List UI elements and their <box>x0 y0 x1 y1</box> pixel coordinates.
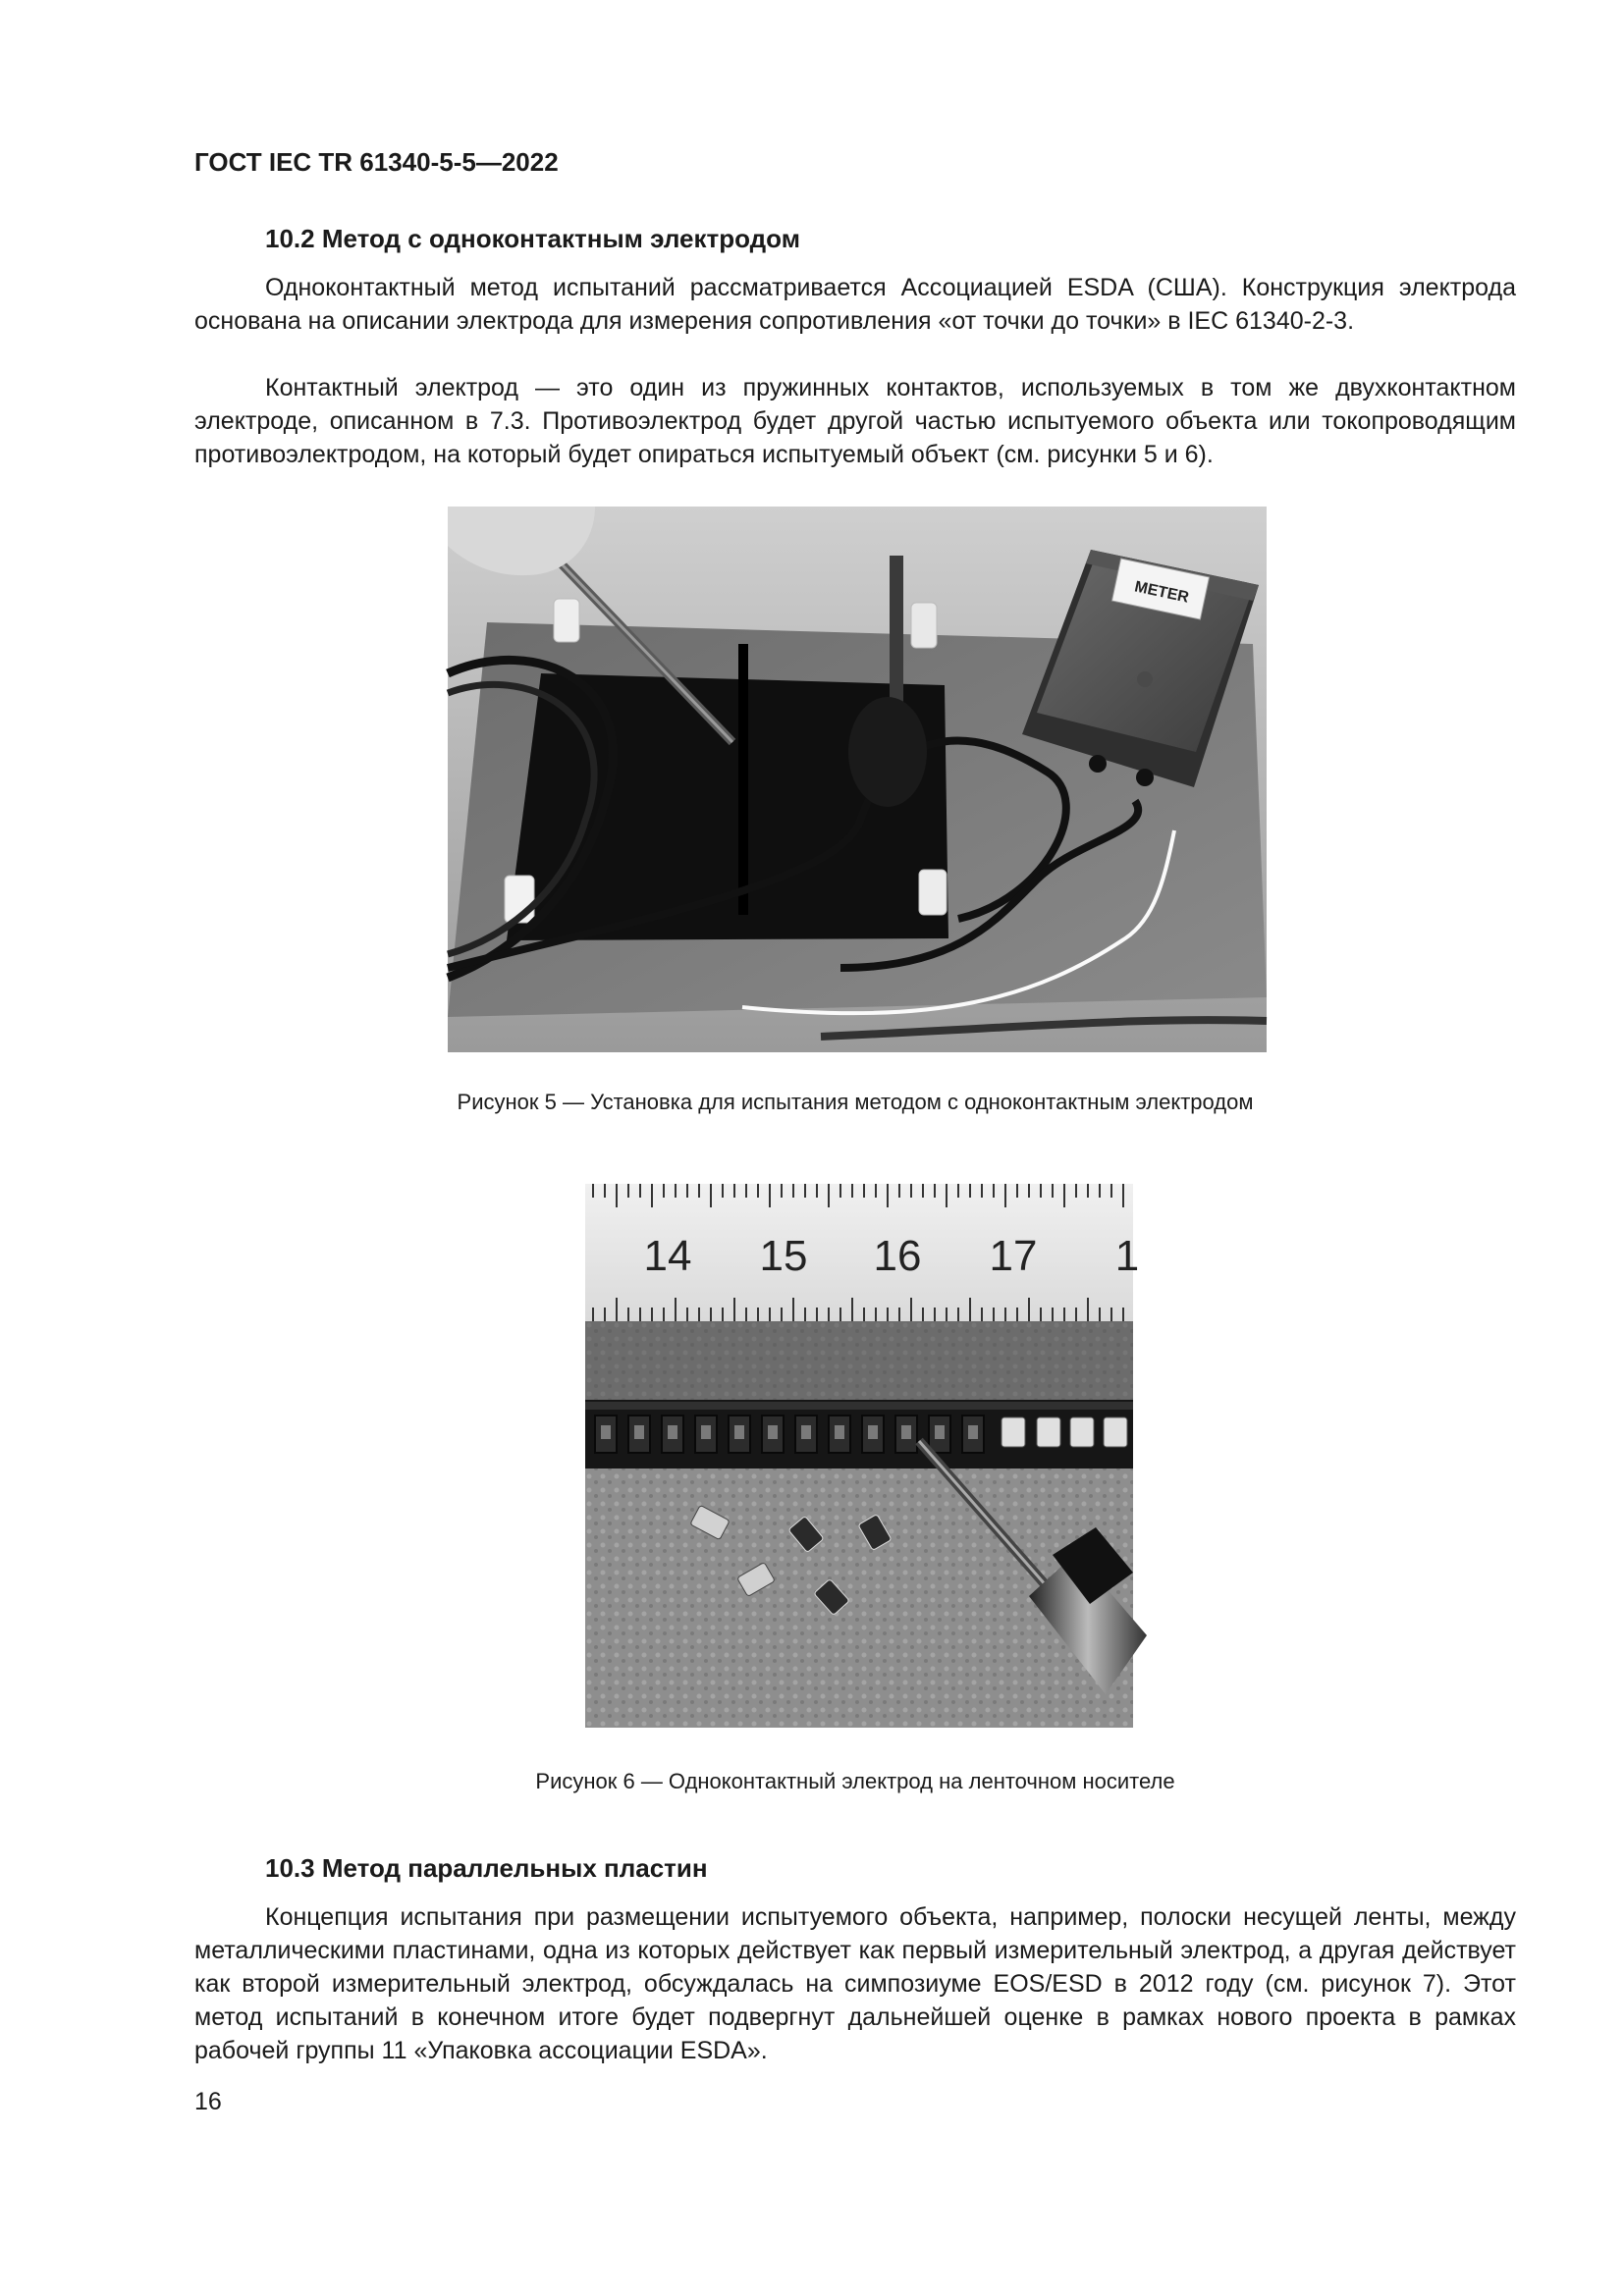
ruler-number: 16 <box>873 1232 922 1280</box>
ruler-number: 17 <box>989 1232 1038 1280</box>
meter-label: METER <box>1132 578 1191 607</box>
figure-6-photo <box>585 1184 1140 1733</box>
ruler-number: 1 <box>1114 1232 1140 1280</box>
figure-6-caption: Рисунок 6 — Одноконтактный электрод на ленточном носителе <box>535 1769 1175 1793</box>
paragraph: Одноконтактный метод испытаний рассматривается Ассоциацией ESDA (США). Конструкция электрода основана на описании электрода для измерения сопротивления «от точки до точки» в IEC 61340-2-3. <box>194 274 1516 335</box>
section-heading-10-3: 10.3 Метод параллельных пластин <box>265 1853 708 1883</box>
document-code: ГОСТ IEC TR 61340-5-5—2022 <box>194 147 559 177</box>
carrier-tape <box>585 1400 1133 1468</box>
figure-5-caption: Рисунок 5 — Установка для испытания методом с одноконтактным электродом <box>457 1090 1254 1114</box>
page-number: 16 <box>194 2088 222 2115</box>
figure-5-photo <box>448 507 1267 1057</box>
section-heading-10-2: 10.2 Метод с одноконтактным электродом <box>265 224 800 253</box>
carrier-tape-strip <box>738 644 748 915</box>
ruler-number: 14 <box>643 1232 692 1280</box>
paragraph: Концепция испытания при размещении испытуемого объекта, например, полоски несущей ленты, между металлическими пластинами, одна из которых действует как первый измерительный электрод, а другая действует как второй измерительный электрод, обсуждалась на симпозиуме EOS/ESD в 2012 году (см. рисунок 7). Этот метод испытаний в конечном итоге будет подвергнут дальнейшей оценке в рамках нового проекта в рамках рабочей группы 11 «Упаковка ассоциации ESDA». <box>194 1903 1516 2064</box>
ruler-number: 15 <box>759 1232 808 1280</box>
paragraph: Контактный электрод — это один из пружинных контактов, используемых в том же двухконтактном электроде, описанном в 7.3. Противоэлектрод будет другой частью испытуемого объекта или токопроводящим противоэлектродом, на который будет опираться испытуемый объект (см. рисунки 5 и 6). <box>194 374 1516 468</box>
